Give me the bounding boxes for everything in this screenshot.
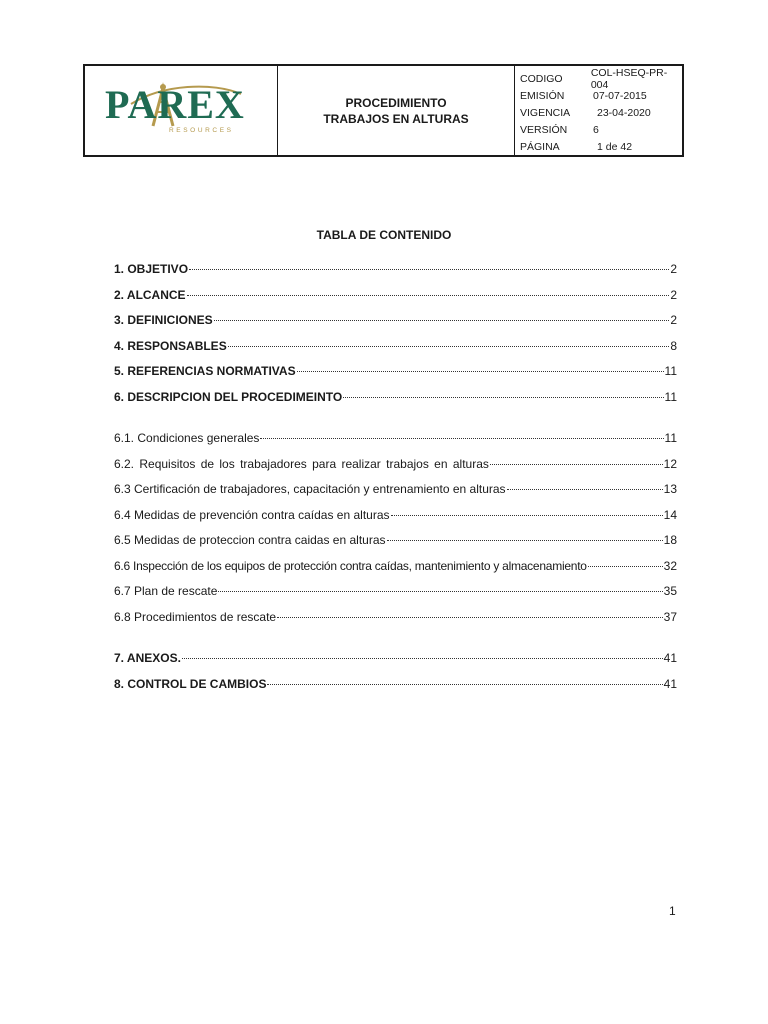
toc-entry[interactable] [114, 651, 677, 677]
toc-entry[interactable] [114, 482, 677, 508]
info-row-codigo [520, 66, 682, 91]
info-value: 07-07-2015 [593, 89, 647, 102]
toc-leader [507, 489, 663, 490]
info-value: COL-HSEQ-PR-004 [590, 66, 668, 91]
toc-entry[interactable] [114, 533, 677, 559]
spacer [114, 415, 677, 431]
toc-entry-label: 6.4 Medidas de prevención contra caídas en alturas [114, 507, 390, 522]
info-value: 6 [593, 123, 599, 136]
toc-leader [187, 295, 670, 296]
toc-entry-page: 11 [664, 364, 677, 378]
toc-entry-label: 6. DESCRIPCION DEL PROCEDIMEINTO [114, 389, 343, 404]
toc-entry-page: 18 [663, 533, 677, 547]
toc-entry-page: 2 [670, 287, 677, 302]
toc-entry-page: 41 [663, 651, 677, 665]
toc-entry-page: 13 [663, 482, 677, 496]
toc-leader [588, 566, 663, 567]
toc-leader [267, 684, 662, 685]
toc-entry-label: 6.1. Condiciones generales [114, 431, 260, 445]
toc-leader [260, 438, 663, 439]
toc-entry-label: 8. CONTROL DE CAMBIOS [114, 676, 267, 691]
info-key: EMISIÓN [520, 89, 565, 102]
toc-leader [182, 658, 663, 659]
toc-leader [277, 617, 663, 618]
logo-brand: PAREX [105, 82, 245, 127]
toc-entry-label: 3. DEFINICIONES [114, 313, 213, 327]
title-line-2: TRABAJOS EN ALTURAS [323, 111, 469, 126]
toc-entry-page: 37 [663, 609, 677, 624]
info-value: 23-04-2020 [597, 106, 651, 119]
toc-entry[interactable] [114, 457, 677, 483]
toc-entry[interactable] [114, 390, 677, 416]
info-key: PÁGINA [520, 140, 560, 153]
toc-entry[interactable] [114, 610, 677, 636]
toc-entry[interactable] [114, 584, 677, 610]
info-key: VIGENCIA [520, 106, 571, 119]
document-title [278, 66, 515, 155]
info-value: 1 de 42 [597, 140, 633, 153]
toc-entry-label: 6.6 Inspección de los equipos de protección contra caídas, mantenimiento y almacenamiento [114, 558, 587, 573]
info-row-vigencia [520, 104, 682, 121]
spacer [114, 635, 677, 651]
toc-entry[interactable] [114, 262, 677, 288]
logo-cell [85, 66, 278, 155]
toc-leader [218, 591, 662, 592]
toc-leader [391, 515, 663, 516]
toc-entry[interactable] [114, 677, 677, 703]
toc-entry-page: 41 [663, 676, 677, 691]
toc-entry-label: 6.7 Plan de rescate [114, 584, 218, 598]
toc-entry[interactable] [114, 559, 677, 585]
table-of-contents [114, 262, 677, 702]
info-row-version [520, 121, 682, 138]
info-key: VERSIÓN [520, 123, 568, 136]
page-number: 1 [669, 904, 676, 918]
toc-leader [343, 397, 663, 398]
toc-entry-page: 2 [670, 262, 677, 276]
toc-entry[interactable] [114, 288, 677, 314]
toc-entry[interactable] [114, 364, 677, 390]
toc-entry-label: 6.8 Procedimientos de rescate [114, 609, 277, 624]
toc-entry-page: 11 [664, 431, 677, 445]
info-row-pagina [520, 138, 682, 155]
toc-leader [228, 346, 670, 347]
toc-entry[interactable] [114, 339, 677, 365]
info-key: CODIGO [520, 72, 563, 85]
title-line-1: PROCEDIMIENTO [345, 95, 447, 110]
toc-leader [387, 540, 663, 541]
toc-entry-label: 7. ANEXOS. [114, 651, 181, 665]
document-header [83, 64, 684, 157]
toc-entry-page: 35 [663, 584, 677, 598]
toc-entry-label: 6.2. Requisitos de los trabajadores para realizar trabajos en alturas [114, 456, 489, 471]
toc-entry-page: 32 [663, 558, 677, 573]
document-info [515, 66, 682, 155]
toc-entry-page: 12 [663, 456, 677, 471]
toc-leader [297, 371, 664, 372]
toc-leader [490, 464, 663, 465]
toc-entry-label: 6.3 Certificación de trabajadores, capacitación y entrenamiento en alturas [114, 482, 506, 496]
toc-entry-label: 5. REFERENCIAS NORMATIVAS [114, 364, 296, 378]
toc-entry-page: 2 [670, 313, 677, 327]
toc-entry-label: 2. ALCANCE [114, 287, 186, 302]
toc-entry[interactable] [114, 431, 677, 457]
toc-entry-label: 6.5 Medidas de proteccion contra caidas en alturas [114, 533, 386, 547]
toc-title: TABLA DE CONTENIDO [316, 228, 452, 242]
toc-entry-page: 8 [670, 338, 677, 353]
toc-entry-label: 1. OBJETIVO [114, 262, 189, 276]
logo-subtitle: RESOURCES [169, 127, 234, 134]
toc-leader [214, 320, 670, 321]
toc-entry-page: 14 [663, 507, 677, 522]
toc-leader [189, 269, 669, 270]
toc-entry[interactable] [114, 313, 677, 339]
toc-entry-page: 11 [664, 389, 677, 404]
toc-entry-label: 4. RESPONSABLES [114, 338, 227, 353]
toc-entry[interactable] [114, 508, 677, 534]
